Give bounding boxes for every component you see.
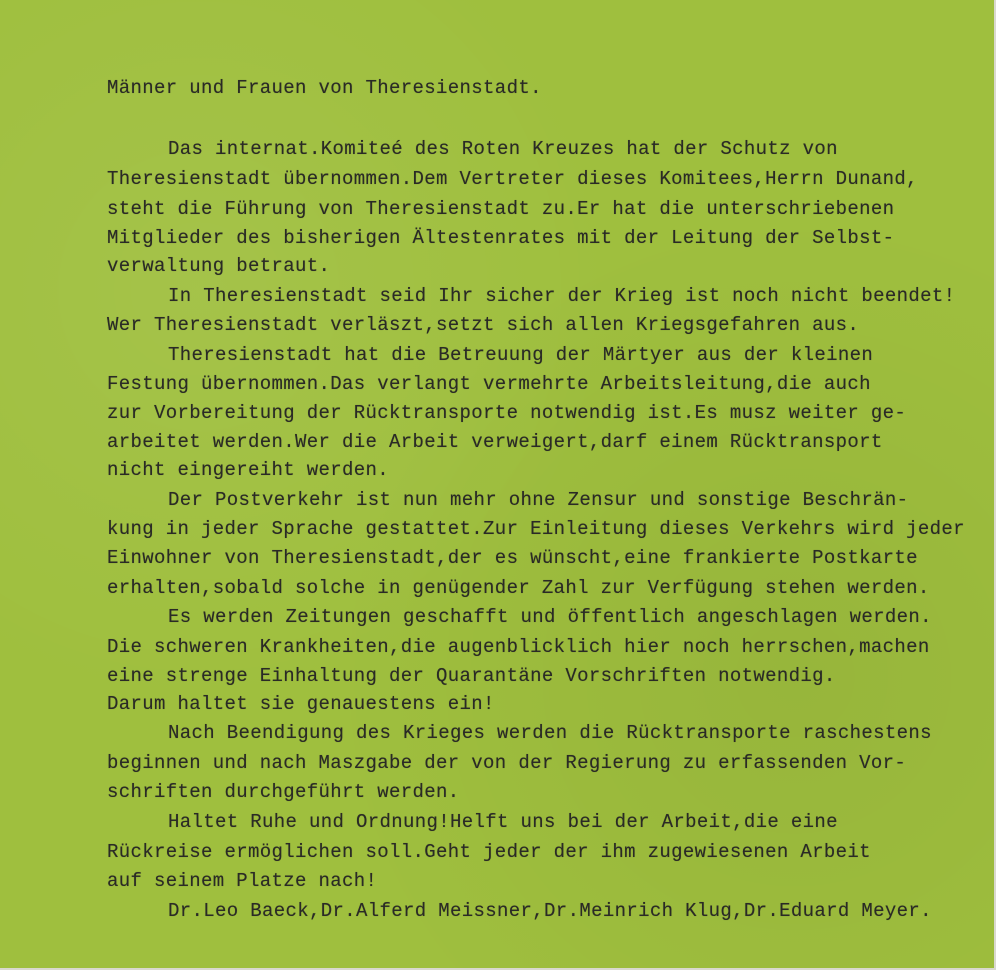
text-line: Festung übernommen.Das verlangt vermehrte Arbeitsleitung,die auch <box>107 373 871 395</box>
text-line: arbeitet werden.Wer die Arbeit verweigert,darf einem Rücktransport <box>107 431 883 453</box>
text-line: auf seinem Platze nach! <box>107 870 378 892</box>
text-line: Das internat.Komiteé des Roten Kreuzes hat der Schutz von <box>168 138 838 160</box>
text-line: Einwohner von Theresienstadt,der es wünscht,eine frankierte Postkarte <box>107 547 918 569</box>
text-line: Theresienstadt übernommen.Dem Vertreter dieses Komitees,Herrn Dunand, <box>107 168 918 190</box>
text-line: Der Postverkehr ist nun mehr ohne Zensur und sonstige Beschrän- <box>168 489 909 511</box>
text-line: steht die Führung von Theresienstadt zu.Er hat die unterschriebenen <box>107 198 895 220</box>
text-line: kung in jeder Sprache gestattet.Zur Einleitung dieses Verkehrs wird jeder <box>107 518 965 540</box>
text-line: Wer Theresienstadt verläszt,setzt sich allen Kriegsgefahren aus. <box>107 314 860 336</box>
text-line: Mitglieder des bisherigen Ältestenrates mit der Leitung der Selbst- <box>107 227 895 249</box>
document-heading: Männer und Frauen von Theresienstadt. <box>107 77 542 99</box>
text-line: Es werden Zeitungen geschafft und öffentlich angeschlagen werden. <box>168 606 932 628</box>
text-line: erhalten,sobald solche in genügender Zahl zur Verfügung stehen werden. <box>107 577 930 599</box>
text-line: Rückreise ermöglichen soll.Geht jeder der ihm zugewiesenen Arbeit <box>107 841 871 863</box>
text-line: nicht eingereiht werden. <box>107 459 390 481</box>
signature-line: Dr.Leo Baeck,Dr.Alferd Meissner,Dr.Meinrich Klug,Dr.Eduard Meyer. <box>168 900 932 922</box>
text-line: Die schweren Krankheiten,die augenblicklich hier noch herrschen,machen <box>107 636 930 658</box>
text-line: Haltet Ruhe und Ordnung!Helft uns bei der Arbeit,die eine <box>168 811 838 833</box>
text-line: Theresienstadt hat die Betreuung der Märtyer aus der kleinen <box>168 344 874 366</box>
text-line: schriften durchgeführt werden. <box>107 781 460 803</box>
text-line: beginnen und nach Maszgabe der von der Regierung zu erfassenden Vor- <box>107 752 907 774</box>
text-line: Darum haltet sie genauestens ein! <box>107 693 495 715</box>
text-line: Nach Beendigung des Krieges werden die Rücktransporte raschestens <box>168 722 932 744</box>
text-line: eine strenge Einhaltung der Quarantäne Vorschriften notwendig. <box>107 665 836 687</box>
text-line: zur Vorbereitung der Rücktransporte notwendig ist.Es musz weiter ge- <box>107 402 907 424</box>
text-line: verwaltung betraut. <box>107 255 331 277</box>
text-line: In Theresienstadt seid Ihr sicher der Krieg ist noch nicht beendet! <box>168 285 956 307</box>
